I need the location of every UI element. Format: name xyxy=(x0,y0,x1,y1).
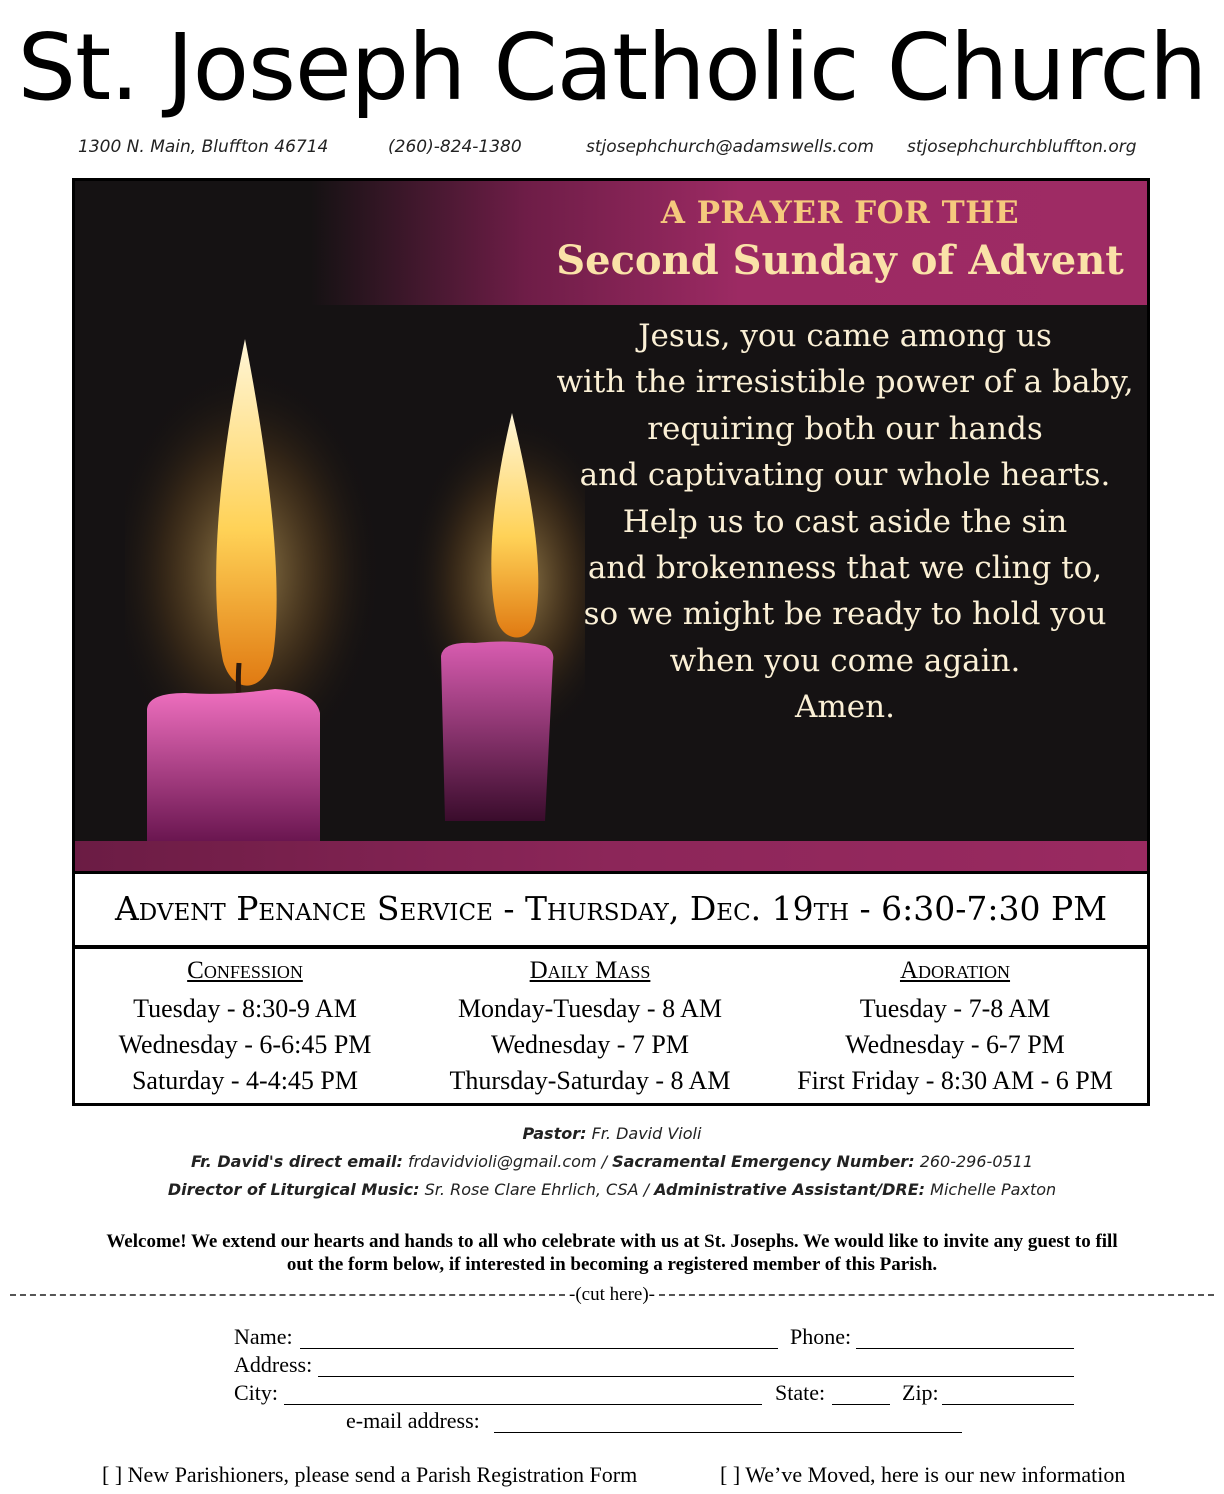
prayer-line: requiring both our hands xyxy=(647,410,1043,447)
confession-heading: Confession xyxy=(187,957,303,984)
cut-dash-left xyxy=(10,1294,565,1296)
cut-dash-right xyxy=(659,1294,1214,1296)
candle-right-icon xyxy=(441,642,553,821)
schedule-row: Monday-Tuesday - 8 AM xyxy=(457,994,723,1023)
prayer-panel xyxy=(72,178,1150,874)
staff-line xyxy=(0,1180,1224,1199)
direct-email-label: Fr. David's direct email: xyxy=(190,1152,403,1171)
prayer-title: Second Sunday of Advent xyxy=(556,237,1124,284)
penance-service-box xyxy=(72,872,1150,948)
state-field[interactable] xyxy=(832,1404,890,1405)
welcome-line: out the form below, if interested in becoming a registered member of this Parish. xyxy=(286,1254,938,1275)
pastor-label: Pastor: xyxy=(522,1124,587,1143)
prayer-line: and brokenness that we cling to, xyxy=(587,550,1103,587)
new-parishioner-checkbox[interactable]: [ ] New Parishioners, please send a Parish Registration Form xyxy=(102,1462,638,1487)
state-label: State: xyxy=(775,1380,826,1405)
church-phone: (260)-824-1380 xyxy=(388,137,522,157)
daily-mass-column xyxy=(435,957,745,1099)
welcome-message xyxy=(60,1230,1164,1276)
church-address: 1300 N. Main, Bluffton 46714 xyxy=(78,137,329,157)
confession-column xyxy=(95,957,395,1099)
address-field[interactable] xyxy=(318,1376,1074,1377)
email-field[interactable] xyxy=(494,1432,962,1433)
schedule-box xyxy=(72,946,1150,1106)
schedule-row: Wednesday - 7 PM xyxy=(491,1030,689,1059)
church-email[interactable]: stjosephchurch@adamswells.com xyxy=(586,137,874,157)
contact-line xyxy=(0,1152,1224,1171)
prayer-line: Jesus, you came among us xyxy=(638,318,1052,354)
schedule-row: Wednesday - 6-7 PM xyxy=(845,1030,1065,1059)
schedule-row: Tuesday - 7-8 AM xyxy=(859,994,1051,1023)
schedule-row: Wednesday - 6-6:45 PM xyxy=(118,1030,372,1059)
candle-left-icon xyxy=(147,689,320,841)
city-label: City: xyxy=(234,1380,279,1405)
zip-field[interactable] xyxy=(942,1404,1074,1405)
prayer-footer-band xyxy=(75,841,1147,871)
city-field[interactable] xyxy=(284,1404,762,1405)
welcome-line: Welcome! We extend our hearts and hands to all who celebrate with us at St. Josephs. We would like to invite any guest to fill xyxy=(106,1231,1118,1252)
candles-illustration xyxy=(125,321,585,841)
prayer-line: when you come again. xyxy=(669,642,1021,679)
music-director-name: Sr. Rose Clare Ehrlich, CSA / xyxy=(424,1180,650,1199)
prayer-line: and captivating our whole hearts. xyxy=(579,457,1111,494)
phone-field[interactable] xyxy=(856,1348,1074,1349)
name-field[interactable] xyxy=(300,1348,778,1349)
admin-assistant-label: Administrative Assistant/DRE: xyxy=(654,1180,926,1199)
zip-label: Zip: xyxy=(902,1380,939,1405)
prayer-line: so we might be ready to hold you xyxy=(583,596,1107,633)
schedule-row: Saturday - 4-4:45 PM xyxy=(131,1066,359,1095)
phone-label: Phone: xyxy=(790,1324,852,1349)
schedule-row: Thursday-Saturday - 8 AM xyxy=(449,1066,731,1095)
schedule-row: First Friday - 8:30 AM - 6 PM xyxy=(797,1066,1113,1095)
prayer-line: Amen. xyxy=(795,689,895,726)
church-website[interactable]: stjosephchurchbluffton.org xyxy=(907,137,1137,157)
emergency-number: 260-296-0511 xyxy=(919,1152,1034,1171)
moved-checkbox[interactable]: [ ] We’ve Moved, here is our new information xyxy=(720,1462,1126,1487)
prayer-kicker: A PRAYER FOR THE xyxy=(660,195,1020,231)
emergency-label: Sacramental Emergency Number: xyxy=(612,1152,915,1171)
address-label: Address: xyxy=(234,1352,313,1377)
penance-service-text: Advent Penance Service - Thursday, Dec. 19th - 6:30-7:30 PM xyxy=(114,889,1108,928)
email-label: e-mail address: xyxy=(346,1408,480,1433)
admin-assistant-name: Michelle Paxton xyxy=(930,1180,1057,1199)
name-label: Name: xyxy=(234,1324,293,1349)
cut-line xyxy=(10,1283,1214,1307)
schedule-row: Tuesday - 8:30-9 AM xyxy=(133,994,357,1023)
cut-label: -(cut here)- xyxy=(569,1284,655,1305)
church-name: St. Joseph Catholic Church xyxy=(17,14,1207,121)
prayer-line: with the irresistible power of a baby, xyxy=(556,364,1134,401)
music-director-label: Director of Liturgical Music: xyxy=(167,1180,420,1199)
pastor-name: Fr. David Violi xyxy=(591,1124,702,1143)
pastor-line xyxy=(0,1124,1224,1143)
daily-mass-heading: Daily Mass xyxy=(529,957,651,984)
adoration-column xyxy=(785,957,1125,1099)
adoration-heading: Adoration xyxy=(899,957,1011,984)
prayer-text xyxy=(545,313,1145,731)
direct-email[interactable]: frdavidvioli@gmail.com / xyxy=(408,1152,608,1171)
prayer-line: Help us to cast aside the sin xyxy=(622,503,1068,540)
